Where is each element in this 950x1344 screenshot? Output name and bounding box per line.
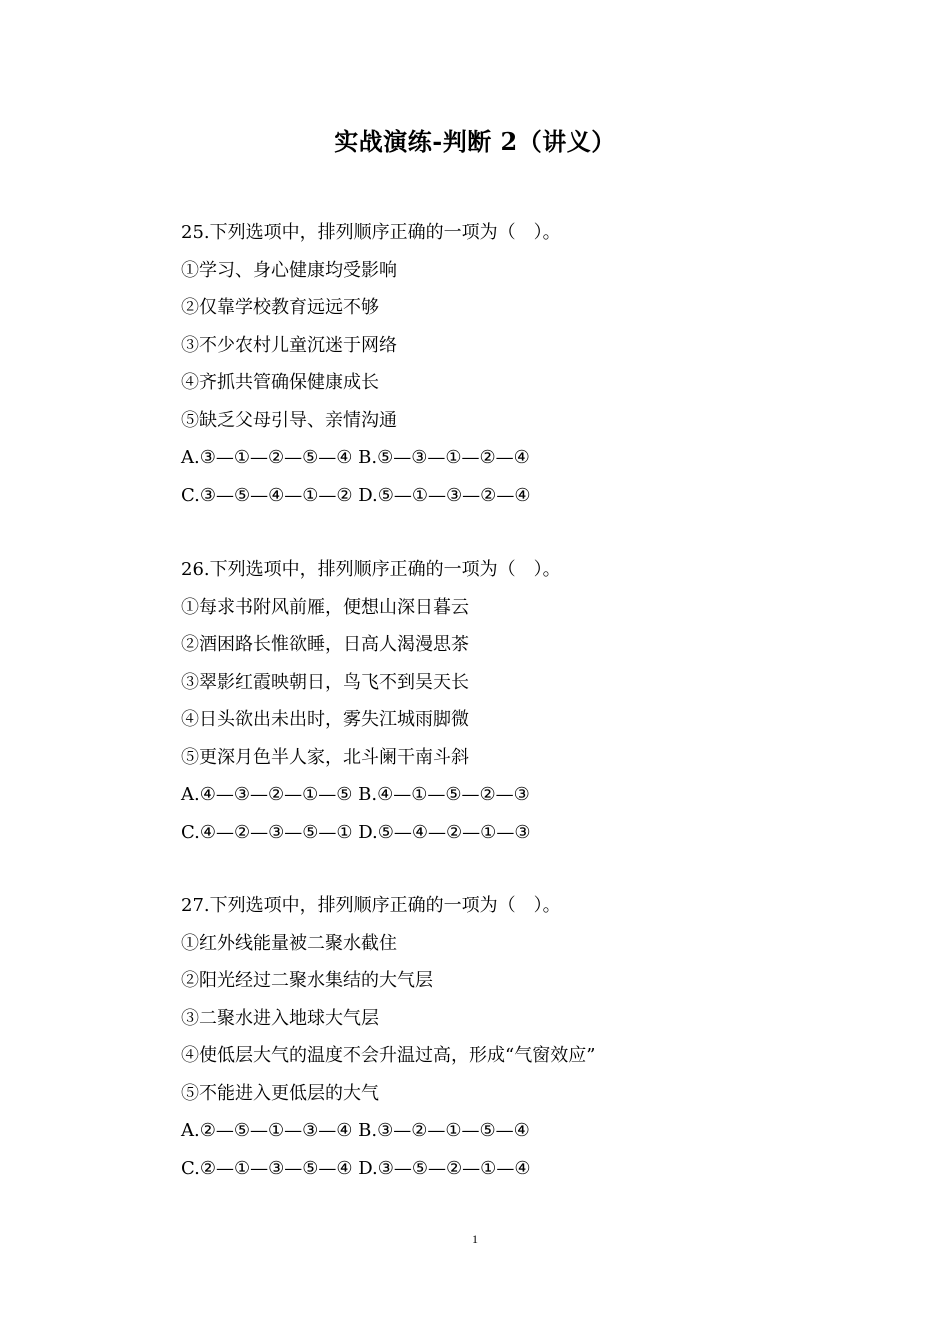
sentence-item-3: ③翠影红霞映朝日，鸟飞不到吴天长 <box>181 671 469 693</box>
sentence-item-2: ②仅靠学校教育远远不够 <box>181 297 379 318</box>
page-number: 1 <box>472 1232 478 1246</box>
sentence-item-3: ③二聚水进入地球大气层 <box>181 1007 379 1029</box>
answer-options-ab: A.②—⑤—①—③—④ B.③—②—①—⑤—④ <box>181 1120 530 1141</box>
sentence-item-1: ①每求书附风前雁，便想山深日暮云 <box>181 596 469 618</box>
sentence-item-5: ⑤缺乏父母引导、亲情沟通 <box>181 409 397 431</box>
sentence-item-4: ④日头欲出未出时，雾失江城雨脚微 <box>181 709 469 730</box>
sentence-item-1: ①红外线能量被二聚水截住 <box>181 932 397 954</box>
answer-options-cd: C.②—①—③—⑤—④ D.③—⑤—②—①—④ <box>181 1157 531 1179</box>
sentence-item-5: ⑤不能进入更低层的大气 <box>181 1082 379 1104</box>
answer-options-cd: C.③—⑤—④—①—② D.⑤—①—③—②—④ <box>181 484 531 506</box>
answer-options-ab: A.④—③—②—①—⑤ B.④—①—⑤—②—③ <box>181 784 530 805</box>
sentence-item-4: ④齐抓共管确保健康成长 <box>181 372 379 393</box>
question-25 <box>181 220 801 520</box>
question-stem: 26.下列选项中，排列顺序正确的一项为（ ）。 <box>181 559 561 580</box>
sentence-item-2: ②阳光经过二聚水集结的大气层 <box>181 970 433 991</box>
sentence-item-2: ②酒困路长惟欲睡，日高人渴漫思茶 <box>181 634 469 655</box>
sentence-item-1: ①学习、身心健康均受影响 <box>181 259 397 281</box>
answer-options-cd: C.④—②—③—⑤—① D.⑤—④—②—①—③ <box>181 821 531 843</box>
question-26 <box>181 557 801 857</box>
sentence-item-3: ③不少农村儿童沉迷于网络 <box>181 334 397 356</box>
question-stem: 27.下列选项中，排列顺序正确的一项为（ ）。 <box>181 895 561 916</box>
answer-options-ab: A.③—①—②—⑤—④ B.⑤—③—①—②—④ <box>181 447 530 468</box>
sentence-item-5: ⑤更深月色半人家，北斗阑干南斗斜 <box>181 746 469 768</box>
document-title: 实战演练-判断 2（讲义） <box>334 127 616 156</box>
question-27 <box>181 893 801 1193</box>
question-stem: 25.下列选项中，排列顺序正确的一项为（ ）。 <box>181 222 561 243</box>
sentence-item-4: ④使低层大气的温度不会升温过高，形成“气窗效应” <box>181 1045 596 1066</box>
